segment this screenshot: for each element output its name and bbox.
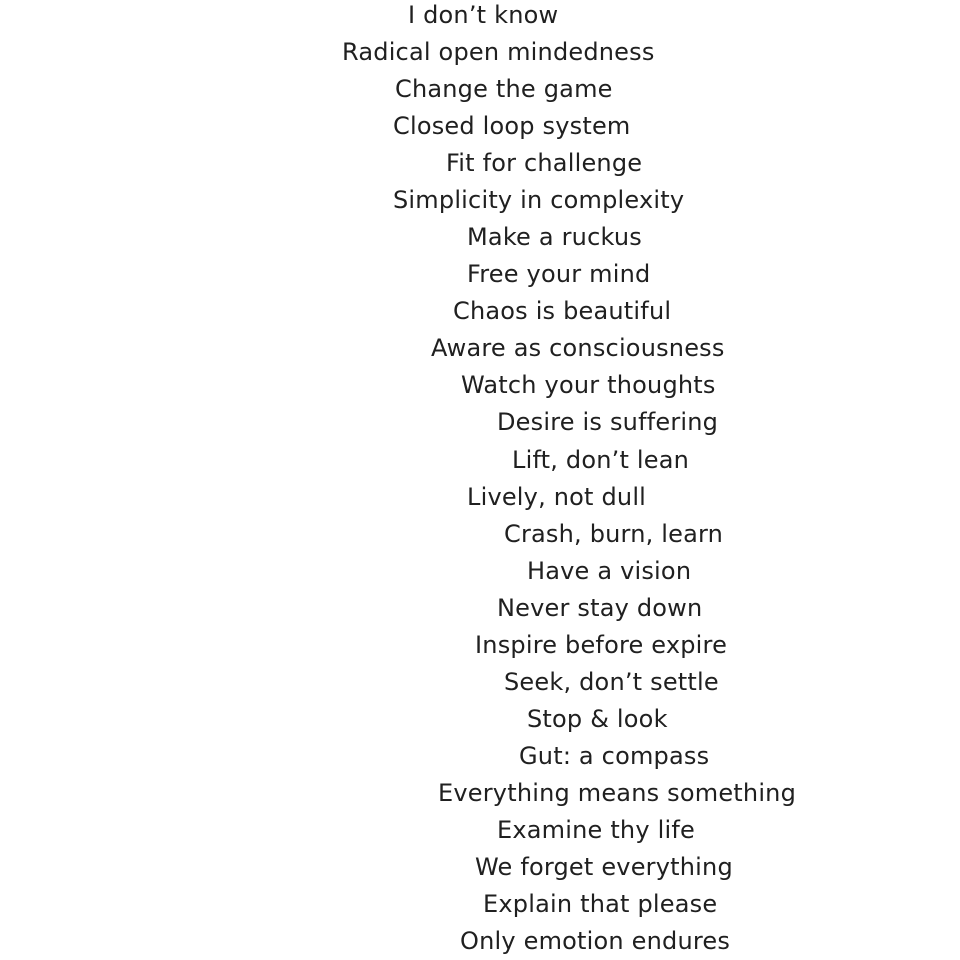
phrase-line: Lift, don’t lean	[512, 446, 690, 474]
phrase-line: Stop & look	[527, 705, 668, 733]
phrase-line: Only emotion endures	[460, 927, 731, 955]
phrase-line: Fit for challenge	[446, 149, 643, 177]
phrase-line: Make a ruckus	[467, 223, 642, 251]
phrase-line: Aware as consciousness	[431, 334, 725, 362]
phrase-line: We forget everything	[475, 853, 733, 881]
phrase-line: Explain that please	[483, 890, 718, 918]
phrase-line: Gut: a compass	[519, 742, 710, 770]
phrase-line: Change the game	[395, 75, 613, 103]
phrase-line: Never stay down	[497, 594, 703, 622]
phrase-line: Examine thy life	[497, 816, 695, 844]
phrase-line: Inspire before expire	[475, 631, 728, 659]
phrase-line: Closed loop system	[393, 112, 631, 140]
phrase-line: Everything means something	[438, 779, 797, 807]
phrase-line: Crash, burn, learn	[504, 520, 724, 548]
phrase-line: Desire is suffering	[497, 408, 719, 436]
phrase-line: Seek, don’t settle	[504, 668, 719, 696]
phrase-line: I don’t know	[408, 1, 559, 29]
phrase-line: Simplicity in complexity	[393, 186, 685, 214]
phrase-line: Radical open mindedness	[342, 38, 655, 66]
phrase-line: Free your mind	[467, 260, 651, 288]
phrase-line: Watch your thoughts	[461, 371, 716, 399]
phrase-line: Chaos is beautiful	[453, 297, 672, 325]
phrase-line: Lively, not dull	[467, 483, 647, 511]
phrase-line: Have a vision	[527, 557, 692, 585]
